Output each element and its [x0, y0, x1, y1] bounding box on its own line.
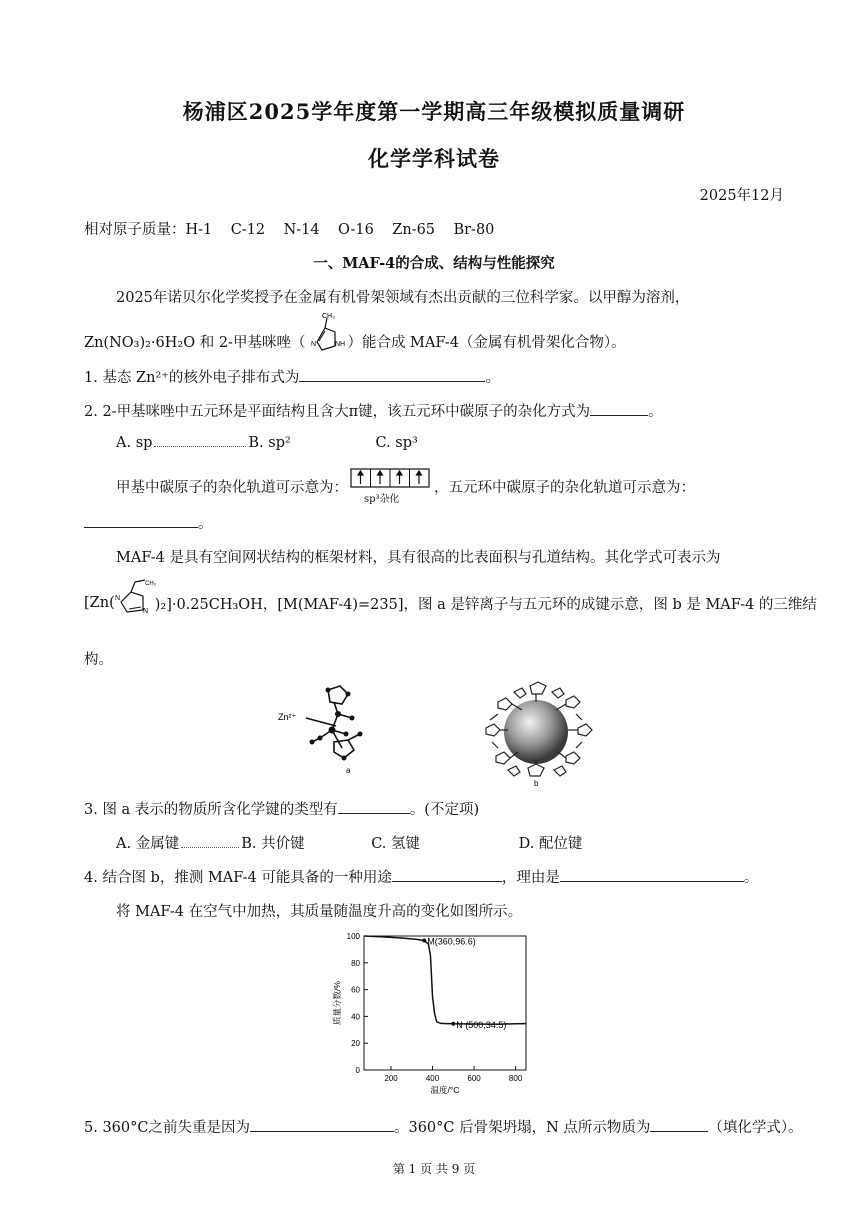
y-tick-label: 80	[351, 958, 360, 968]
exam-date: 2025年12月	[699, 188, 784, 204]
maf4-3d-structure-figure	[478, 680, 598, 788]
figure-b-label: b	[534, 779, 539, 788]
maf-paragraph-1: MAF-4 是具有空间网状结构的框架材料，具有很高的比表面积与孔道结构。其化学式可表示为	[116, 550, 721, 566]
n-label: N	[311, 341, 317, 348]
question-1	[84, 366, 500, 387]
q3-option-d[interactable]: D. 配位键	[518, 836, 583, 852]
q2-orbital-blank[interactable]	[84, 513, 198, 528]
q3-option-b[interactable]: B. 共价键	[241, 836, 305, 852]
q2-orbital-answer	[84, 512, 213, 533]
x-tick-label: 800	[508, 1074, 523, 1083]
q3-answer-blank[interactable]	[338, 799, 410, 814]
q1-end: 。	[485, 370, 500, 386]
section-heading: 一、MAF-4的合成、结构与性能探究	[313, 255, 555, 272]
q2-option-c[interactable]: C. sp³	[375, 435, 418, 451]
leader-dots	[154, 434, 246, 447]
question-4	[84, 866, 758, 887]
methylimidazole-structure-icon	[305, 312, 347, 356]
q5-reason-blank[interactable]	[250, 1117, 394, 1132]
q3-option-a[interactable]: A. 金属键	[116, 836, 180, 852]
annotation-point	[451, 1022, 455, 1026]
q4-end: 。	[743, 870, 759, 886]
q4-reason-blank[interactable]	[560, 867, 744, 882]
q3-text: 3. 图 a 表示的物质所含化学键的类型有	[84, 802, 338, 818]
y-tick-label: 0	[355, 1066, 360, 1075]
formula-n-label: N	[114, 595, 120, 602]
intro-reagents: Zn(NO₃)₂·6H₂O 和 2-甲基咪唑（	[84, 334, 306, 351]
maf-paragraph-2: 构。	[84, 652, 113, 668]
zn-ion-label: Zn²⁺	[278, 712, 297, 722]
intro-line-1: 2025年诺贝尔化学奖授予在金属有机骨架领域有杰出贡献的三位科学家。以甲醇为溶剂，	[116, 290, 690, 306]
q5-end: （填化学式）。	[708, 1120, 803, 1136]
orbital-text-b: ，五元环中碳原子的杂化轨道可示意为：	[434, 479, 695, 496]
formula-n2-label: N	[142, 608, 148, 615]
y-tick-label: 100	[346, 932, 360, 941]
maf-formula-line	[84, 581, 817, 618]
orbital-boxes-icon	[350, 468, 430, 490]
heating-intro: 将 MAF-4 在空气中加热，其质量随温度升高的变化如图所示。	[116, 904, 523, 920]
orbital-end: 。	[198, 516, 213, 532]
formula-ch3-label: CH₃	[144, 581, 156, 587]
zinc-bonding-figure	[276, 682, 386, 774]
intro-line-2	[84, 313, 626, 356]
orbital-text-a: 甲基中碳原子的杂化轨道可示意为：	[116, 479, 348, 496]
plot-frame	[364, 936, 526, 1070]
q2-text: 2. 2-甲基咪唑中五元环是平面结构且含大π键，该五元环中碳原子的杂化方式为	[84, 404, 591, 420]
annotation-label: N (500,34.5)	[456, 1019, 507, 1030]
figure-a	[276, 682, 386, 774]
q3-end: 。(不定项)	[409, 802, 480, 818]
annotation-label: M(360,96.6)	[427, 936, 476, 947]
leader-dots	[181, 835, 239, 848]
figure-b	[478, 680, 598, 788]
q2-options	[116, 434, 418, 451]
q4-use-blank[interactable]	[392, 867, 502, 882]
page-footer: 第 1 页 共 9 页	[392, 1162, 476, 1176]
q5-formula-blank[interactable]	[650, 1117, 708, 1132]
x-tick-label: 200	[384, 1074, 398, 1083]
q2-option-b[interactable]: B. sp²	[248, 435, 291, 451]
q5-mid: 。360°C 后骨架坍塌，N 点所示物质为	[393, 1120, 651, 1136]
sp3-orbital-diagram	[350, 468, 432, 504]
mass-loss-curve	[364, 936, 526, 1024]
x-tick-label: 600	[467, 1074, 481, 1083]
question-3	[84, 798, 479, 819]
q2-end: 。	[648, 404, 663, 420]
formula-prefix: [Zn(	[84, 595, 115, 611]
tga-chart	[328, 926, 538, 1095]
page-title: 杨浦区2025学年度第一学期高三年级模拟质量调研	[182, 99, 686, 124]
ch3-label: CH₃	[322, 313, 336, 320]
q2-orbital-line	[116, 468, 695, 504]
y-tick-label: 40	[351, 1012, 360, 1022]
x-tick-label: 400	[425, 1074, 440, 1083]
q5-text: 5. 360°C之前失重是因为	[84, 1120, 250, 1136]
q2-option-a[interactable]: A. sp	[116, 435, 153, 451]
question-2	[84, 400, 663, 421]
imidazolate-structure-icon	[115, 576, 155, 618]
intro-product: ）能合成 MAF-4（金属有机骨架化合物）。	[347, 334, 626, 351]
q3-options	[116, 832, 582, 853]
nh-label: NH	[335, 341, 346, 348]
y-tick-label: 20	[351, 1039, 360, 1049]
annotation-point	[422, 939, 426, 943]
atomic-masses: 相对原子质量：H-1 C-12 N-14 O-16 Zn-65 Br-80	[84, 222, 495, 238]
q1-answer-blank[interactable]	[299, 367, 485, 382]
q2-answer-blank[interactable]	[590, 401, 648, 416]
page-subtitle: 化学学科试卷	[368, 146, 500, 171]
formula-suffix: )₂]·0.25CH₃OH，[M(MAF-4)=235]，图 a 是锌离子与五元环的成键示意，图 b 是 MAF-4 的三维结	[154, 596, 817, 613]
q4-text: 4. 结合图 b，推测 MAF-4 可能具备的一种用途	[84, 870, 392, 886]
q4-mid: ，理由是	[501, 870, 560, 886]
question-5	[84, 1116, 803, 1137]
orbital-caption: sp³杂化	[364, 494, 400, 505]
x-axis-label: 温度/°C	[430, 1085, 460, 1095]
y-axis-label: 质量分数/%	[332, 981, 342, 1025]
figure-a-label: a	[346, 766, 351, 775]
q1-text: 1. 基态 Zn²⁺的核外电子排布式为	[84, 370, 300, 386]
q3-option-c[interactable]: C. 氢键	[371, 836, 420, 852]
y-tick-label: 60	[351, 985, 360, 995]
